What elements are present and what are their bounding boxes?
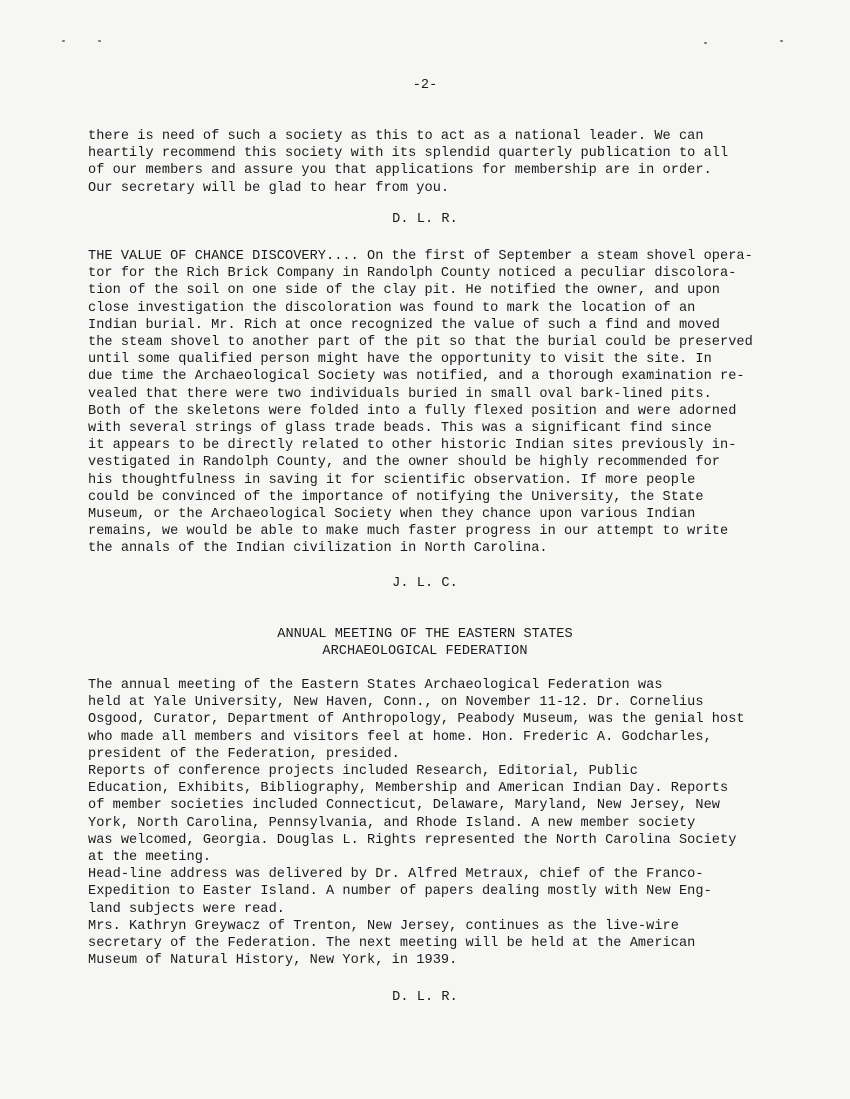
section-heading-line2: ARCHAEOLOGICAL FEDERATION <box>322 644 528 659</box>
scan-speck <box>704 42 707 44</box>
page-number: -2- <box>412 78 438 93</box>
chance-discovery-article-text: THE VALUE OF CHANCE DISCOVERY.... On the first of September a steam shovel opera- tor for the Rich Brick Company in Randolph County noticed a peculiar discolora- tion of the soil on one side of the clay pit. He notified the owner, and upon close investigation the discoloration was found to mark the location of an Indian burial. Mr. Rich at once recognized the value of such a find and moved the steam shovel to another part of the pit so that the burial could be preserved until some qualified person might have the opportunity to visit the site. In due time the Archaeological Society was notified, and a thorough examination re- vealed that there were two individuals buried in small oval bark-lined pits. Both of the skeletons were folded into a fully flexed position and were adorned with several strings of glass trade beads. This was a significant find since it appears to be directly related to other historic Indian sites previously in- vestigated in Randolph County, and the owner should be highly recommended for his thoughtfulness in saving it for scientific observation. If more people could be convinced of the importance of notifying the University, the State Museum, or the Archaeological Society when they chance upon various Indian remains, we would be able to make much faster progress in our attempt to write the annals of the Indian civilization in North Carolina. <box>88 249 753 557</box>
annual-meeting-article-text: The annual meeting of the Eastern States Archaeological Federation was held at Yale University, New Haven, Conn., on November 11-12. Dr. Cornelius Osgood, Curator, Department of Anthropology, Peabody Museum, was the genial host who made all members and visitors feel at home. Hon. Frederic A. Godcharles, president of the Federation, presided. Reports of conference projects included Research, Editorial, Public Education, Exhibits, Bibliography, Membership and American Indian Day. Reports of member societies included Connecticut, Delaware, Maryland, New Jersey, New York, North Carolina, Pennsylvania, and Rhode Island. A new member society was welcomed, Georgia. Douglas L. Rights represented the North Carolina Society at the meeting. Head-line address was delivered by Dr. Alfred Metraux, chief of the Franco- Expedition to Easter Island. A number of papers dealing mostly with New Eng- land subjects were read. Mrs. Kathryn Greywacz of Trenton, New Jersey, continues as the live-wire secretary of the Federation. The next meeting will be held at the American Museum of Natural History, New York, in 1939. <box>88 678 745 969</box>
article-signature: D. L. R. <box>392 212 458 227</box>
article-signature: J. L. C. <box>392 576 458 591</box>
article-signature: D. L. R. <box>392 990 458 1005</box>
scan-speck <box>98 40 101 42</box>
article-continuation-text: there is need of such a society as this to act as a national leader. We can heartily recommend this society with its splendid quarterly publication to all of our members and assure you that applications for membership are in order. Our secretary will be glad to hear from you. <box>88 129 729 196</box>
scan-speck <box>780 40 783 42</box>
section-heading-line1: ANNUAL MEETING OF THE EASTERN STATES <box>277 627 573 642</box>
scan-speck <box>62 40 65 42</box>
